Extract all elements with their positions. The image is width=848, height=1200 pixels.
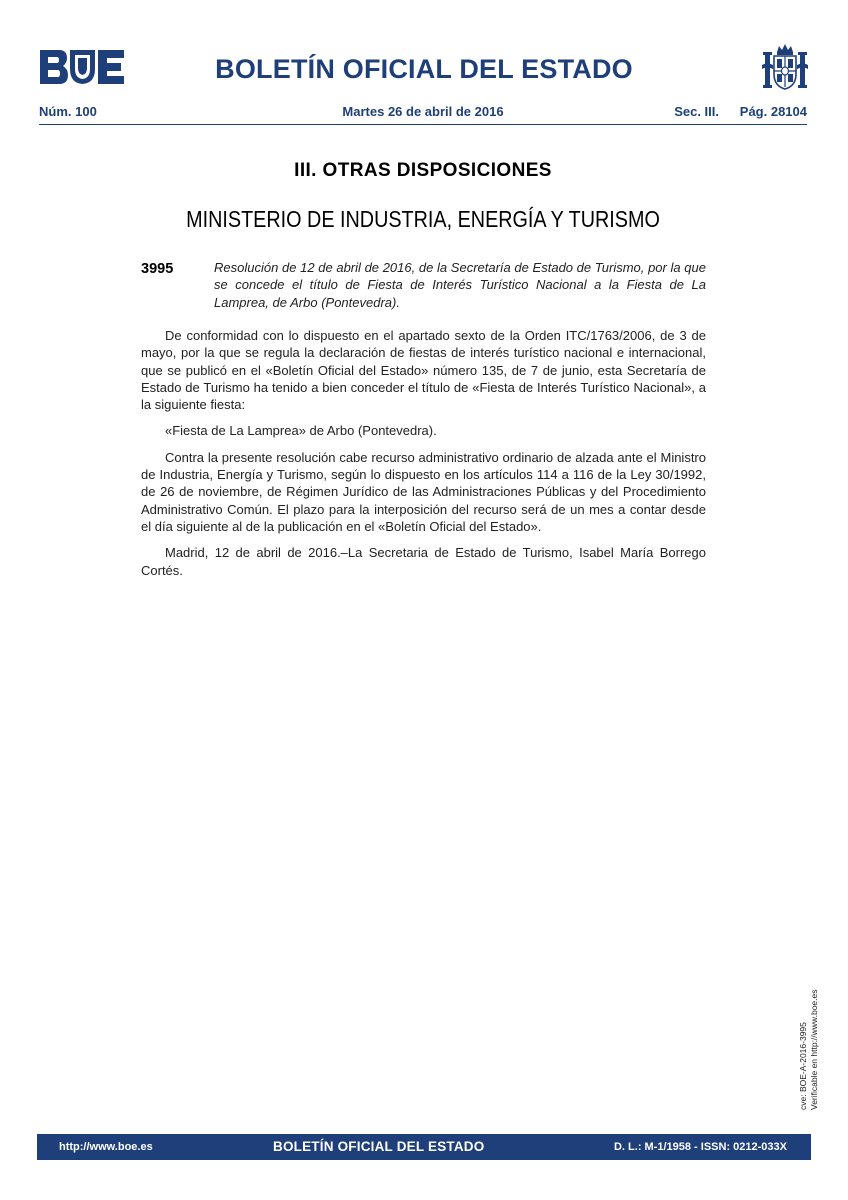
issue-date: Martes 26 de abril de 2016 (342, 104, 504, 119)
footer-legal-info: D. L.: M-1/1958 - ISSN: 0212-033X (613, 1141, 787, 1153)
issue-meta-row (39, 104, 807, 120)
body-paragraph: «Fiesta de La Lamprea» de Arbo (Pontevedra). (165, 423, 437, 439)
body-paragraph: Contra la presente resolución cabe recurso administrativo ordinario de alzada ante el Ministro de Industria, Energía y Turismo, según lo dispuesto en los artículos 114 a 116 de la Ley 30/1992, de 26 de noviembre, de Régimen Jurídico de las Administraciones Públicas y del Procedimiento Administrativo Común. El plazo para la interposición del recurso será de un mes a contar desde el día siguiente al de la publicación en el «Boletín Oficial del Estado». (141, 449, 706, 534)
boe-logo (39, 49, 125, 85)
page-number: Pág. 28104 (739, 104, 807, 119)
cve-code: cve: BOE-A-2016-3995 (798, 1022, 808, 1110)
footer-title: BOLETÍN OFICIAL DEL ESTADO (273, 1139, 485, 1154)
body-paragraph: De conformidad con lo dispuesto en el apartado sexto de la Orden ITC/1763/2006, de 3 de mayo, por la que se regula la declaración de fiestas de interés turístico nacional e internacional, que se publicó en el «Boletín Oficial del Estado» número 135, de 7 de junio, esta Secretaría de Estado de Turismo ha tenido a bien conceder el título de «Fiesta de Interés Turístico Nacional», a la siguiente fiesta: (141, 328, 706, 413)
document-body (141, 327, 706, 588)
footer-bar (37, 1134, 811, 1160)
verification-note (798, 960, 820, 1110)
coat-of-arms-icon (762, 43, 808, 91)
section-label: Sec. III. (674, 104, 719, 119)
document-number: 3995 (141, 261, 174, 277)
ministry-title: MINISTERIO DE INDUSTRIA, ENERGÍA Y TURISMO (186, 206, 660, 232)
document-summary: Resolución de 12 de abril de 2016, de la Secretaría de Estado de Turismo, por la que se concede el título de Fiesta de Interés Turístico Nacional a la Fiesta de La Lamprea, de Arbo (Pontevedra). (214, 260, 706, 310)
signature-paragraph: Madrid, 12 de abril de 2016.–La Secretaria de Estado de Turismo, Isabel María Borrego Cortés. (141, 545, 706, 578)
verification-link[interactable]: Verificable en http://www.boe.es (809, 989, 819, 1110)
issue-number: Núm. 100 (39, 104, 97, 119)
section-title: III. OTRAS DISPOSICIONES (294, 160, 552, 181)
header-divider (39, 124, 807, 125)
footer-url-link[interactable]: http://www.boe.es (59, 1141, 153, 1153)
masthead-title: BOLETÍN OFICIAL DEL ESTADO (215, 54, 633, 84)
